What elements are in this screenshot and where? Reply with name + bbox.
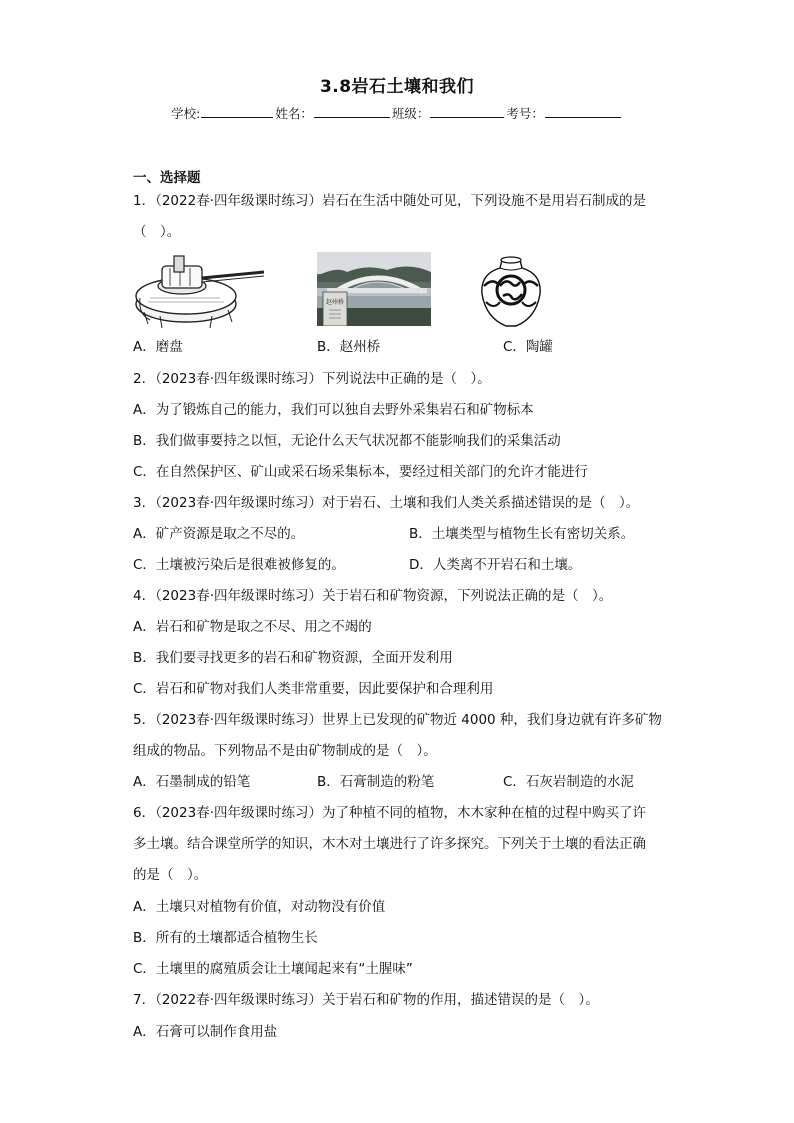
pottery-jar-image — [476, 252, 546, 330]
bridge-sign-text: 赵州桥 — [325, 299, 345, 306]
name-label: 姓名： — [275, 106, 313, 121]
question-1-option-c[interactable]: C．陶罐 — [503, 339, 553, 355]
question-7-line-1: 7．（2022春·四年级课时练习）关于岩石和矿物的作用，描述错误的是（ ）。 — [133, 992, 599, 1008]
question-5-option-a[interactable]: A．石墨制成的铅笔 — [133, 774, 251, 790]
question-7-option-a[interactable]: A．石膏可以制作食用盐 — [133, 1024, 278, 1040]
question-3-option-c[interactable]: C．土壤被污染后是很难被修复的。 — [133, 557, 345, 573]
question-6-line-3: 的是（ ）。 — [133, 867, 208, 883]
question-2-option-b[interactable]: B．我们做事要持之以恒，无论什么天气状况都不能影响我们的采集活动 — [133, 433, 561, 449]
question-3-option-a[interactable]: A．矿产资源是取之不尽的。 — [133, 526, 305, 542]
exam-no-blank[interactable] — [545, 103, 621, 118]
question-1-option-b[interactable]: B．赵州桥 — [317, 339, 381, 355]
name-blank[interactable] — [314, 103, 390, 118]
question-6-option-c[interactable]: C．土壤里的腐殖质会让土壤闻起来有“土腥味” — [133, 961, 413, 977]
question-5-line-2: 组成的物品。下列物品不是由矿物制成的是（ ）。 — [133, 743, 437, 759]
page-title: 3.8岩石土壤和我们 — [319, 77, 475, 97]
zhaozhou-bridge-image — [317, 252, 431, 326]
question-5-line-1: 5．（2023春·四年级课时练习）世界上已发现的矿物近 4000 种，我们身边就有许多矿物 — [133, 712, 662, 728]
question-6-option-a[interactable]: A．土壤只对植物有价值，对动物没有价值 — [133, 899, 386, 915]
question-4-line-1: 4．（2023春·四年级课时练习）关于岩石和矿物资源，下列说法正确的是（ ）。 — [133, 588, 613, 604]
question-2-option-a[interactable]: A．为了锻炼自己的能力，我们可以独自去野外采集岩石和矿物标本 — [133, 402, 534, 418]
school-label: 学校: — [171, 106, 201, 121]
question-6-line-2: 多土壤。结合课堂所学的知识，木木对土壤进行了许多探究。下列关于土壤的看法正确 — [133, 836, 646, 852]
question-6-option-b[interactable]: B．所有的土壤都适合植物生长 — [133, 930, 318, 946]
student-info-line — [0, 103, 794, 122]
question-5-option-c[interactable]: C．石灰岩制造的水泥 — [503, 774, 634, 790]
exam-no-label: 考号： — [506, 106, 544, 121]
question-4-option-a[interactable]: A．岩石和矿物是取之不尽、用之不竭的 — [133, 619, 372, 635]
question-1-line-2: （ ）。 — [133, 224, 181, 240]
question-3-option-d[interactable]: D．人类离不开岩石和土壤。 — [409, 557, 582, 573]
question-2-line-1: 2．（2023春·四年级课时练习）下列说法中正确的是（ ）。 — [133, 371, 491, 387]
class-blank[interactable] — [430, 103, 504, 118]
question-2-option-c[interactable]: C．在自然保护区、矿山或采石场采集标本，要经过相关部门的允许才能进行 — [133, 464, 588, 480]
millstone-image — [130, 252, 270, 330]
question-1-option-a[interactable]: A．磨盘 — [133, 339, 183, 355]
question-6-line-1: 6．（2023春·四年级课时练习）为了种植不同的植物，木木家种在植的过程中购买了许 — [133, 805, 646, 821]
question-1-line-1: 1．（2022春·四年级课时练习）岩石在生活中随处可见，下列设施不是用岩石制成的是 — [133, 193, 646, 209]
school-blank[interactable] — [201, 103, 273, 118]
question-4-option-b[interactable]: B．我们要寻找更多的岩石和矿物资源，全面开发利用 — [133, 650, 453, 666]
question-3-line-1: 3．（2023春·四年级课时练习）对于岩石、土壤和我们人类关系描述错误的是（ ）。 — [133, 495, 640, 511]
section-title: 一、选择题 — [133, 170, 201, 186]
question-4-option-c[interactable]: C．岩石和矿物对我们人类非常重要，因此要保护和合理利用 — [133, 681, 494, 697]
question-5-option-b[interactable]: B．石膏制造的粉笔 — [317, 774, 435, 790]
question-3-option-b[interactable]: B．土壤类型与植物生长有密切关系。 — [409, 526, 635, 542]
class-label: 班级： — [391, 106, 430, 121]
